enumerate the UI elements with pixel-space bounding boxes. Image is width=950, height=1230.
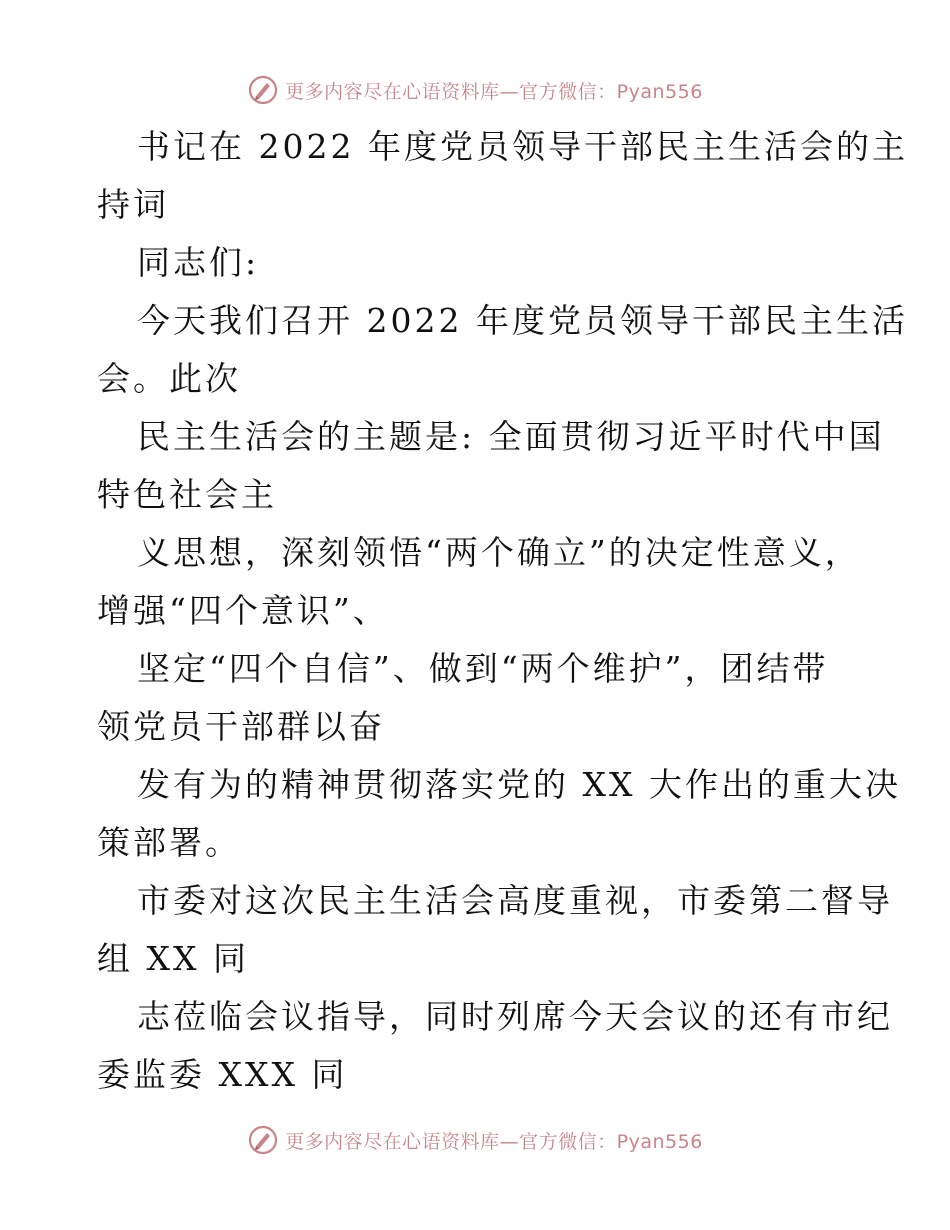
paragraph <box>97 872 893 988</box>
header-banner <box>0 70 950 110</box>
pen-circle-icon <box>247 1124 279 1156</box>
paragraph <box>97 988 893 1104</box>
footer-banner <box>0 1120 950 1160</box>
title-line: 书记在 2022 年度党员领导干部民主生活会的主 <box>137 127 908 166</box>
document-title <box>97 118 908 234</box>
paragraph-line: 志莅临会议指导，同时列席今天会议的还有市纪 <box>137 997 893 1036</box>
paragraph <box>97 408 885 524</box>
paragraph-line: 会。此次 <box>97 359 241 398</box>
document-body <box>97 118 908 1104</box>
pen-circle-icon <box>247 74 279 106</box>
greeting <box>97 234 857 292</box>
paragraph-line: 委监委 XXX 同 <box>97 1055 348 1094</box>
paragraph <box>97 524 861 640</box>
paragraph-line: 增强“四个意识”、 <box>97 591 389 630</box>
paragraph-line: 市委对这次民主生活会高度重视，市委第二督导 <box>137 881 893 920</box>
banner-text: 更多内容尽在心语资料库—官方微信：Pyan556 <box>285 1130 703 1153</box>
paragraph-line: 组 XX 同 <box>97 939 249 978</box>
paragraph <box>97 640 857 756</box>
title-line: 持词 <box>97 185 169 224</box>
paragraph-line: 今天我们召开 2022 年度党员领导干部民主生活 <box>137 301 908 340</box>
paragraph-line: 义思想，深刻领悟“两个确立”的决定性意义， <box>137 533 861 572</box>
paragraph-line: 领党员干部群以奋 <box>97 707 385 746</box>
greeting-text: 同志们: <box>137 243 260 282</box>
paragraph-line: 发有为的精神贯彻落实党的 XX 大作出的重大决 <box>137 765 901 804</box>
paragraph-line: 民主生活会的主题是: 全面贯彻习近平时代中国 <box>137 417 885 456</box>
paragraph-line: 策部署。 <box>97 823 241 862</box>
paragraph-line: 特色社会主 <box>97 475 277 514</box>
banner-text: 更多内容尽在心语资料库—官方微信：Pyan556 <box>285 80 703 103</box>
paragraph-line: 坚定“四个自信”、做到“两个维护”，团结带 <box>137 649 829 688</box>
paragraph <box>97 292 908 408</box>
paragraph <box>97 756 901 872</box>
